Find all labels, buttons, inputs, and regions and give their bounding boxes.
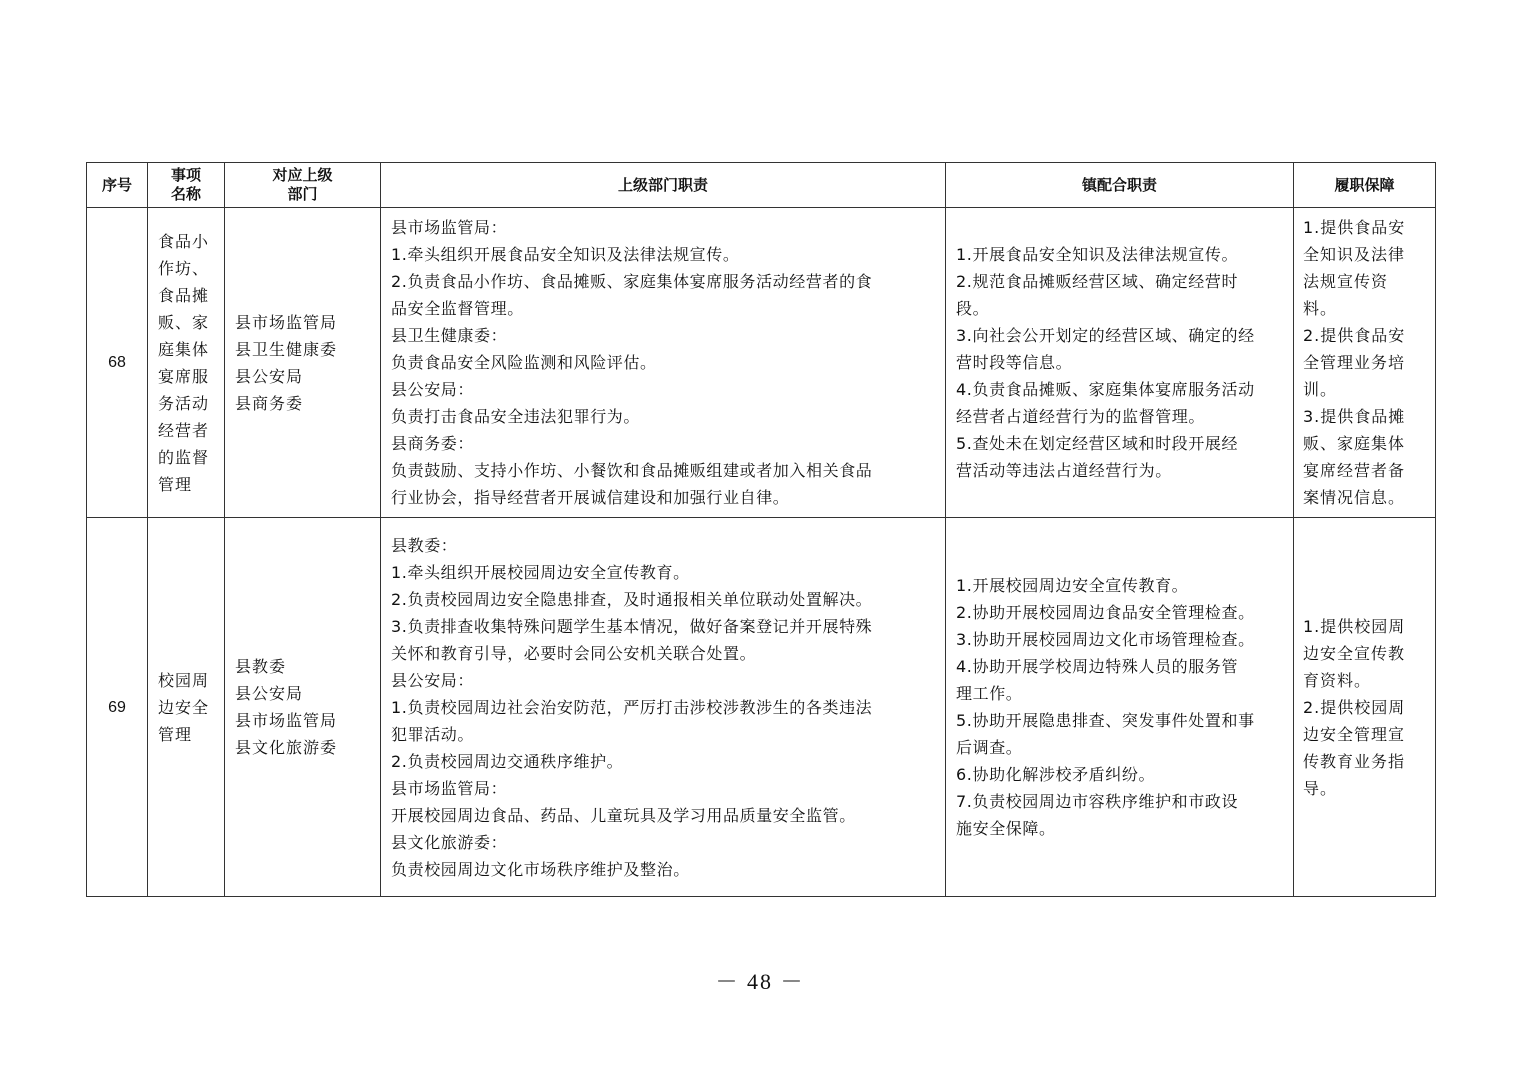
cell-line: 全知识及法律 [1303,245,1406,264]
cell-line: 1.提供校园周 [1303,616,1406,636]
item-name [148,208,225,518]
cell-line: 务活动 [158,393,210,413]
superior-duties [381,518,946,897]
town-duties [946,208,1294,518]
header-item-line: 名称 [170,185,201,203]
cell-line: 经营者占道经营行为的监督管理。 [956,407,1206,426]
cell-line: 县公安局 [235,366,304,386]
cell-line: 1.开展校园周边安全宣传教育。 [956,576,1189,595]
cell-line: 5.查处未在划定经营区域和时段开展经 [956,434,1239,453]
cell-line: 宴席经营者备 [1303,461,1406,480]
cell-line: 品安全监督管理。 [391,299,524,318]
cell-line: 食品摊 [158,285,210,305]
cell-line: 管理 [158,474,193,494]
cell-line: 3.向社会公开划定的经营区域、确定的经 [956,326,1255,345]
superior-departments [225,518,381,897]
header-no: 序号 [87,163,148,208]
cell-line: 县文化旅游委： [391,832,508,852]
cell-line: 管理 [158,724,193,744]
cell-line: 县市场监管局 [235,312,338,332]
duty-table [86,162,1436,897]
cell-line: 负责打击食品安全违法犯罪行为。 [391,407,641,426]
cell-line: 的监督 [158,447,210,467]
cell-line: 7.负责校园周边市容秩序维护和市政设 [956,792,1239,811]
row-no: 69 [87,518,148,897]
duty-guarantee [1294,208,1436,518]
cell-line: 营活动等违法占道经营行为。 [956,461,1172,480]
cell-line: 县商务委 [235,393,304,413]
cell-line: 全管理业务培 [1303,353,1406,372]
cell-line: 经营者 [158,420,210,440]
table-row [87,208,1436,518]
cell-line: 2.协助开展校园周边食品安全管理检查。 [956,603,1255,622]
cell-line: 营时段等信息。 [956,353,1073,372]
header-dept [225,163,381,208]
cell-line: 5.协助开展隐患排查、突发事件处置和事 [956,711,1255,730]
cell-line: 2.负责校园周边交通秩序维护。 [391,751,624,771]
cell-line: 开展校园周边食品、药品、儿童玩具及学习用品质量安全监管。 [391,805,856,825]
cell-line: 县公安局 [235,684,304,703]
header-superior: 上级部门职责 [381,163,946,208]
cell-line: 1.负责校园周边社会治安防范，严厉打击涉校涉教涉生的各类违法 [391,697,873,717]
cell-line: 1.开展食品安全知识及法律法规宣传。 [956,245,1239,264]
header-item-line: 事项 [170,166,201,184]
cell-line: 育资料。 [1303,670,1372,690]
header-item [148,163,225,208]
header-dept-line: 对应上级 [272,166,333,184]
cell-line: 负责鼓励、支持小作坊、小餐饮和食品摊贩组建或者加入相关食品 [391,461,873,480]
cell-line: 训。 [1303,380,1338,399]
cell-line: 2.负责校园周边安全隐患排查，及时通报相关单位联动处置解决。 [391,589,873,609]
cell-line: 3.提供食品摊 [1303,407,1406,426]
cell-line: 段。 [956,299,990,318]
cell-line: 案情况信息。 [1303,488,1406,507]
superior-duties [381,208,946,518]
cell-line: 料。 [1303,299,1338,318]
header-guarantee: 履职保障 [1294,163,1436,208]
cell-line: 县卫生健康委 [235,339,338,359]
header-town: 镇配合职责 [946,163,1294,208]
town-duties [946,518,1294,897]
table-row [87,518,1436,897]
cell-line: 县教委： [391,535,458,555]
header-dept-line: 部门 [287,185,318,203]
cell-line: 边安全管理宣 [1303,724,1406,744]
cell-line: 3.负责排查收集特殊问题学生基本情况，做好备案登记并开展特殊 [391,616,873,636]
cell-line: 关怀和教育引导，必要时会同公安机关联合处置。 [391,643,757,663]
cell-line: 边安全 [158,697,210,717]
cell-line: 庭集体 [158,339,210,359]
cell-line: 犯罪活动。 [391,724,475,744]
cell-line: 施安全保障。 [956,819,1056,838]
cell-line: 食品小 [158,231,210,251]
cell-line: 法规宣传资 [1303,272,1389,291]
cell-line: 2.提供校园周 [1303,697,1406,717]
cell-line: 2.提供食品安 [1303,326,1406,345]
cell-line: 贩、家 [158,312,210,332]
cell-line: 负责食品安全风险监测和风险评估。 [391,353,657,372]
cell-line: 校园周 [158,670,210,690]
header-row [87,163,1436,208]
cell-line: 4.负责食品摊贩、家庭集体宴席服务活动 [956,380,1255,399]
row-no: 68 [87,208,148,518]
cell-line: 4.协助开展学校周边特殊人员的服务管 [956,657,1239,676]
cell-line: 县市场监管局： [391,778,508,798]
cell-line: 1.提供食品安 [1303,218,1406,237]
cell-line: 负责校园周边文化市场秩序维护及整治。 [391,859,690,879]
duty-guarantee [1294,518,1436,897]
cell-line: 县文化旅游委 [235,738,338,757]
superior-departments [225,208,381,518]
cell-line: 2.负责食品小作坊、食品摊贩、家庭集体宴席服务活动经营者的食 [391,272,873,291]
cell-line: 6.协助化解涉校矛盾纠纷。 [956,765,1156,784]
cell-line: 后调查。 [956,738,1023,757]
cell-line: 导。 [1303,778,1338,798]
cell-line: 宴席服 [158,366,210,386]
cell-line: 1.牵头组织开展校园周边安全宣传教育。 [391,562,690,582]
cell-line: 县公安局： [391,380,475,399]
cell-line: 边安全宣传教 [1303,643,1406,663]
cell-line: 贩、家庭集体 [1303,434,1406,453]
item-name [148,518,225,897]
cell-line: 县公安局： [391,670,475,690]
cell-line: 县卫生健康委： [391,326,508,345]
cell-line: 县教委 [235,657,287,676]
cell-line: 县市场监管局： [391,218,508,237]
cell-line: 1.牵头组织开展食品安全知识及法律法规宣传。 [391,245,740,264]
cell-line: 县市场监管局 [235,711,338,730]
cell-line: 作坊、 [158,258,210,278]
cell-line: 县商务委： [391,434,475,453]
cell-line: 行业协会，指导经营者开展诚信建设和加强行业自律。 [391,488,790,507]
cell-line: 2.规范食品摊贩经营区域、确定经营时 [956,272,1239,291]
cell-line: 传教育业务指 [1303,751,1406,771]
page-number: － 48 － [715,969,805,994]
cell-line: 理工作。 [956,684,1023,703]
cell-line: 3.协助开展校园周边文化市场管理检查。 [956,630,1255,649]
